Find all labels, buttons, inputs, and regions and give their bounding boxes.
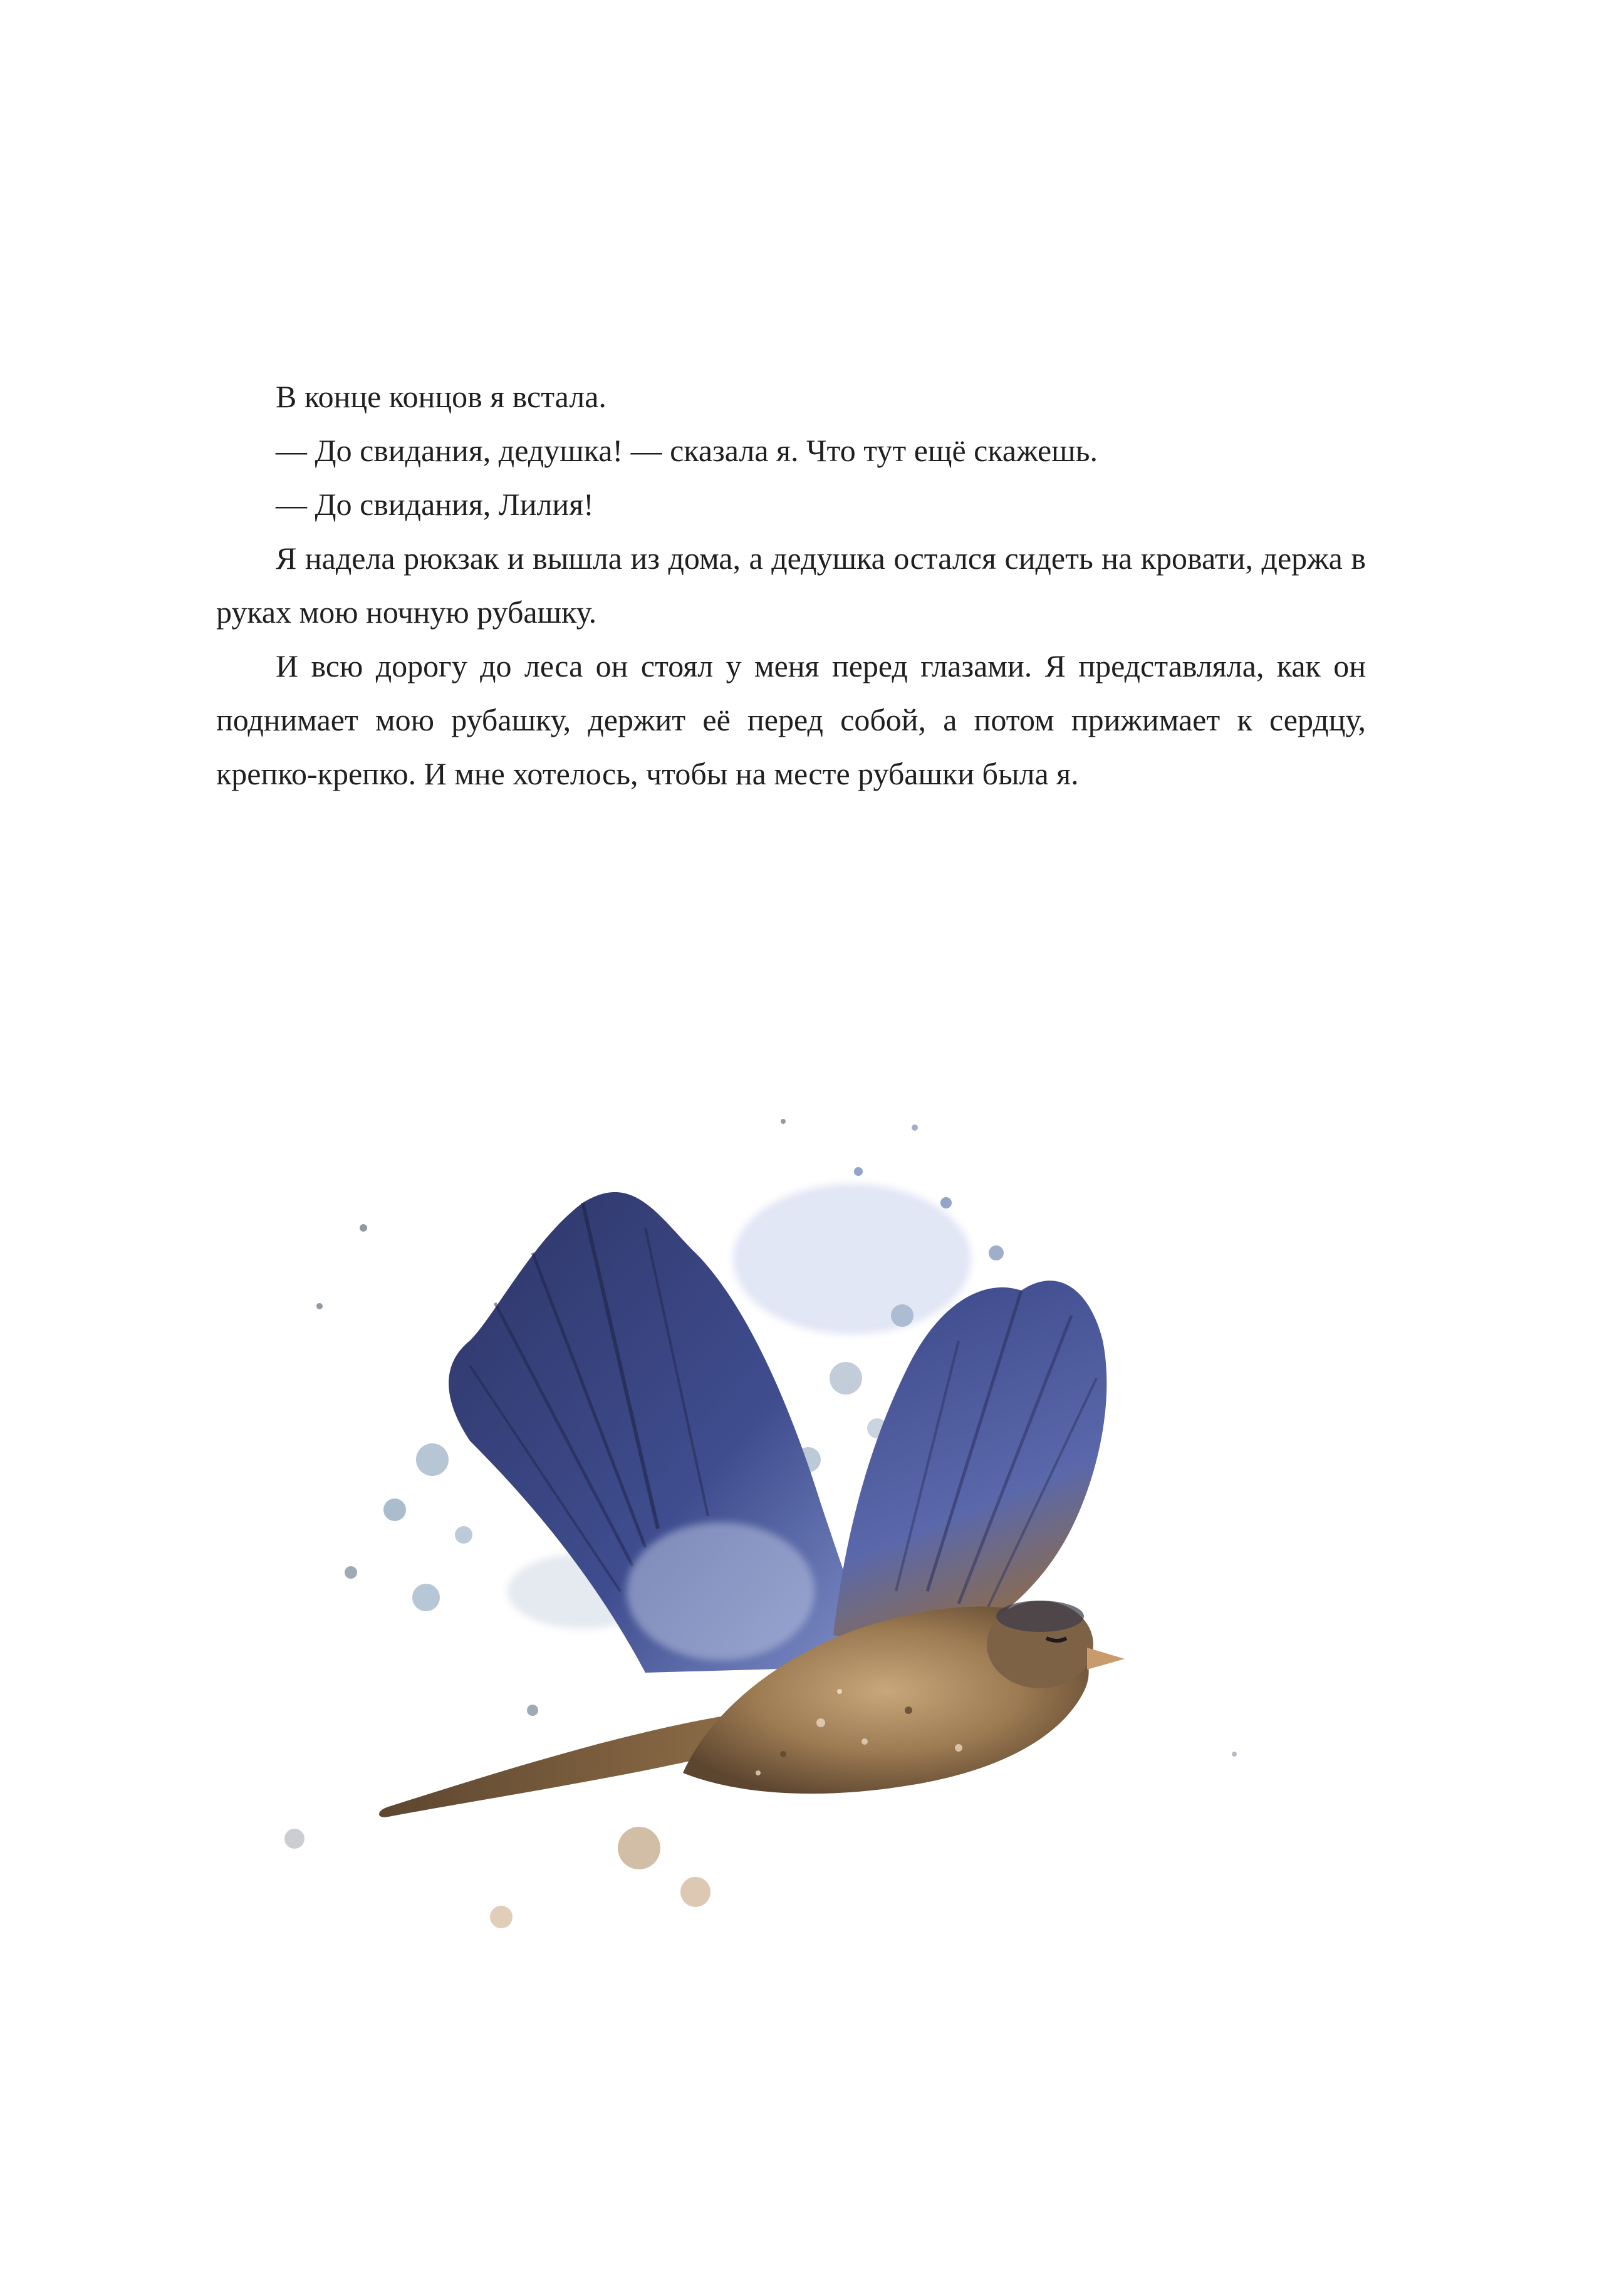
- tail: [379, 1717, 721, 1817]
- bird-illustration: [207, 965, 1309, 1992]
- beak: [1087, 1648, 1125, 1670]
- paragraph-5: И всю дорогу до леса он стоял у меня перед глазами. Я представляла, как он поднимает мою рубашку, держит её перед собой, а потом прижимает к сердцу, крепко-крепко. И мне хотелось, чтобы на месте рубашки была я.: [216, 648, 1366, 791]
- paragraph-4: Я надела рюкзак и вышла из дома, а дедушка остался сидеть на кровати, держа в руках мою ночную рубашку.: [216, 541, 1366, 630]
- paragraph-1: В конце концов я встала.: [276, 379, 606, 414]
- paragraph-3: — До свидания, Лилия!: [276, 487, 594, 522]
- paragraph-2: — До свидания, дедушка! — сказала я. Что тут ещё скажешь.: [276, 433, 1098, 468]
- right-wing: [833, 1280, 1106, 1654]
- story-text: [216, 370, 1366, 801]
- watercolor-bird-icon: [207, 965, 1309, 1992]
